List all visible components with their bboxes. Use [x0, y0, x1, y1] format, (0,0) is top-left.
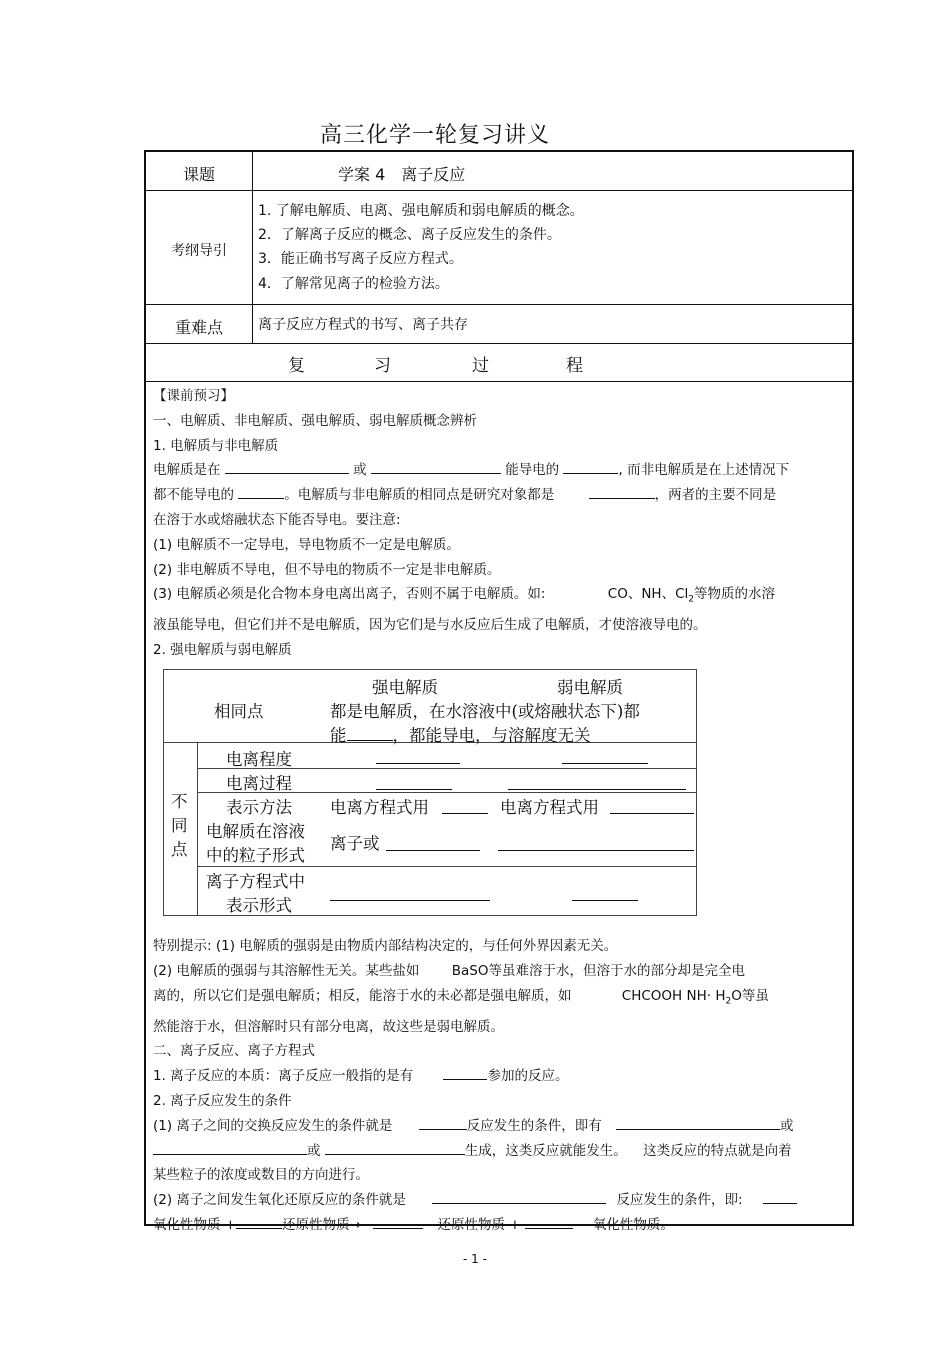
text: CHCOOH NH· H: [621, 988, 726, 1005]
text: (2) 离子之间发生氧化还原反应的条件就是: [153, 1192, 406, 1209]
row-divider: [146, 343, 852, 344]
paragraph-line: [153, 1188, 844, 1213]
text: 等虽难溶于水，但溶于水的部分却是完全电: [488, 963, 745, 980]
text: BaSO: [451, 963, 489, 980]
fill-blank[interactable]: [443, 1065, 487, 1080]
paragraph-line: [153, 1139, 844, 1164]
text: , 而非电解质是在上述情况下: [618, 462, 790, 479]
comparison-table: [163, 669, 697, 916]
same-text: 都是电解质，在水溶液中(或熔融状态下)都: [330, 702, 640, 721]
note-line: (1) 电解质不一定导电，导电物质不一定是电解质。: [153, 536, 460, 553]
row-process-label: 电离过程: [226, 774, 292, 793]
process-heading-char: 程: [566, 356, 583, 376]
fill-blank[interactable]: [330, 900, 490, 901]
text: 离的，所以它们是强电解质；相反，能溶于水的未必都是强电解质，如: [153, 988, 572, 1005]
fill-blank[interactable]: [153, 1140, 307, 1155]
text: 等物质的水溶: [693, 586, 775, 603]
method-weak: 电离方程式用: [500, 798, 599, 817]
process-heading-char: 复: [288, 356, 305, 376]
diff-char: 同: [171, 816, 188, 835]
fill-blank[interactable]: [563, 459, 618, 474]
text: 1. 离子反应的本质：离子反应一般指的是有: [153, 1068, 414, 1085]
document-title: 高三化学一轮复习讲义: [319, 123, 550, 148]
key-label: 重难点: [174, 318, 223, 337]
fill-blank[interactable]: [442, 813, 488, 814]
paragraph-line: 某些粒子的浓度或数目的方向进行。: [153, 1167, 369, 1184]
note-line: (2) 非电解质不导电，但不导电的物质不一定是非电解质。: [153, 561, 501, 578]
row-divider: [197, 866, 696, 867]
text: 氧化性物质 +: [153, 1216, 237, 1233]
topic-value: 学案 4 离子反应: [338, 165, 466, 184]
fill-blank[interactable]: [616, 1115, 780, 1130]
fill-blank[interactable]: [236, 1214, 282, 1229]
tip-line: [153, 959, 844, 984]
row-method-label: 表示方法: [226, 798, 292, 817]
text: 还原性物质 +: [437, 1216, 521, 1233]
same-label: 相同点: [214, 702, 264, 721]
column-divider: [252, 152, 253, 343]
fill-blank[interactable]: [525, 1214, 573, 1229]
text: 反应发生的条件，即有: [466, 1117, 602, 1134]
header-strong: 强电解质: [372, 678, 438, 697]
fill-blank[interactable]: [498, 850, 694, 851]
paragraph-line: 2. 离子反应发生的条件: [153, 1092, 292, 1109]
subsection-title: 2. 强电解质与弱电解质: [153, 641, 292, 658]
paragraph-line: [153, 1114, 844, 1139]
text: (1) 电解质的强弱是由物质内部结构决定的，与任何外界因素无关。: [215, 938, 618, 955]
guide-item: 1. 了解电解质、电离、强电解质和弱电解质的概念。: [258, 203, 584, 219]
key-value: 离子反应方程式的书写、离子共存: [258, 317, 468, 333]
fill-blank[interactable]: [347, 725, 393, 741]
paragraph-line: [153, 1213, 844, 1238]
lecture-table: [144, 150, 854, 1233]
header-weak: 弱电解质: [557, 678, 623, 697]
fill-blank[interactable]: [763, 1189, 797, 1204]
fill-blank[interactable]: [376, 763, 460, 764]
paragraph-line: [153, 1064, 844, 1089]
tip-line: [153, 984, 844, 1014]
column-divider: [197, 742, 198, 915]
text: (2) 电解质的强弱与其溶解性无关。某些盐如: [153, 963, 420, 980]
fill-blank[interactable]: [373, 1214, 423, 1229]
page-number: - 1 -: [463, 1252, 487, 1266]
process-heading-char: 过: [472, 356, 489, 376]
preview-tag: 【课前预习】: [153, 388, 234, 404]
process-heading-char: 习: [374, 356, 391, 376]
guide-item: 4．了解常见离子的检验方法。: [258, 276, 449, 292]
diff-char: 不: [171, 792, 188, 811]
fill-blank[interactable]: [572, 900, 638, 901]
text: 能导电的: [505, 462, 560, 479]
row-particle-label: 电解质在溶液: [206, 822, 305, 841]
text: 电解质是在: [153, 462, 221, 479]
fill-blank[interactable]: [225, 459, 349, 474]
text: 这类反应的特点就是向着: [643, 1142, 792, 1159]
text: 能: [330, 726, 347, 745]
same-text: [330, 722, 591, 746]
text: 氧化性物质。: [592, 1216, 674, 1233]
text: 生成，这类反应就能发生。: [464, 1142, 627, 1159]
text: 特别提示:: [153, 938, 212, 955]
row-ionic-label: 离子方程式中: [206, 872, 305, 891]
note-line: [153, 582, 844, 612]
diff-label: [171, 790, 191, 862]
fill-blank[interactable]: [376, 789, 452, 790]
guide-item: 3．能正确书写离子反应方程式。: [258, 251, 463, 267]
guide-label: 考纲导引: [171, 243, 227, 259]
fill-blank[interactable]: [432, 1189, 606, 1204]
text: 或: [780, 1117, 794, 1134]
method-strong: 电离方程式用: [330, 798, 429, 817]
row-degree-label: 电离程度: [226, 750, 292, 769]
text: (1) 离子之间的交换反应发生的条件就是: [153, 1117, 393, 1134]
subscript: 2: [725, 996, 732, 1007]
text: ，都能导电，与溶解度无关: [392, 726, 591, 745]
section-title: 一、电解质、非电解质、强电解质、弱电解质概念辨析: [153, 412, 477, 429]
section-title: 二、离子反应、离子方程式: [153, 1043, 315, 1060]
text: 或: [353, 462, 367, 479]
fill-blank[interactable]: [589, 484, 655, 499]
text: 参加的反应。: [487, 1068, 569, 1085]
paragraph-line: [153, 483, 844, 508]
row-ionic-label: 表示形式: [226, 896, 292, 915]
text: CO、NH、Cl: [607, 586, 689, 603]
text: 反应发生的条件，即:: [616, 1192, 743, 1209]
text: 还原性物质→: [282, 1216, 361, 1233]
fill-blank[interactable]: [325, 1140, 465, 1155]
particle-strong: 离子或: [330, 834, 380, 853]
text: 都不能导电的: [153, 487, 234, 504]
text: 或: [307, 1142, 321, 1159]
fill-blank[interactable]: [419, 1115, 467, 1130]
note-line: 液虽能导电，但它们并不是电解质，因为它们是与水反应后生成了电解质，才使溶液导电的。: [153, 616, 707, 633]
guide-item: 2．了解离子反应的概念、离子反应发生的条件。: [258, 227, 561, 243]
row-particle-label: 中的粒子形式: [206, 846, 305, 865]
fill-blank[interactable]: [562, 763, 648, 764]
tip-line: 然能溶于水，但溶解时只有部分电离，故这些是弱电解质。: [153, 1018, 504, 1035]
text: ，两者的主要不同是: [654, 487, 777, 504]
text: 。电解质与非电解质的相同点是研究对象都是: [284, 487, 555, 504]
row-divider: [146, 381, 852, 382]
fill-blank[interactable]: [508, 789, 686, 790]
fill-blank[interactable]: [371, 459, 501, 474]
fill-blank[interactable]: [238, 484, 284, 499]
text: (3) 电解质必须是化合物本身电离出离子，否则不属于电解质。如:: [153, 586, 546, 603]
text: O等虽: [731, 988, 769, 1005]
topic-label: 课题: [182, 165, 215, 184]
fill-blank[interactable]: [386, 850, 480, 851]
subscript: 2: [688, 595, 694, 606]
paragraph-line: [153, 458, 844, 483]
diff-char: 点: [171, 840, 188, 859]
subsection-title: 1. 电解质与非电解质: [153, 437, 279, 454]
paragraph-line: 在溶于水或熔融状态下能否导电。要注意:: [153, 511, 401, 528]
fill-blank[interactable]: [610, 813, 694, 814]
tip-line: [153, 934, 844, 959]
